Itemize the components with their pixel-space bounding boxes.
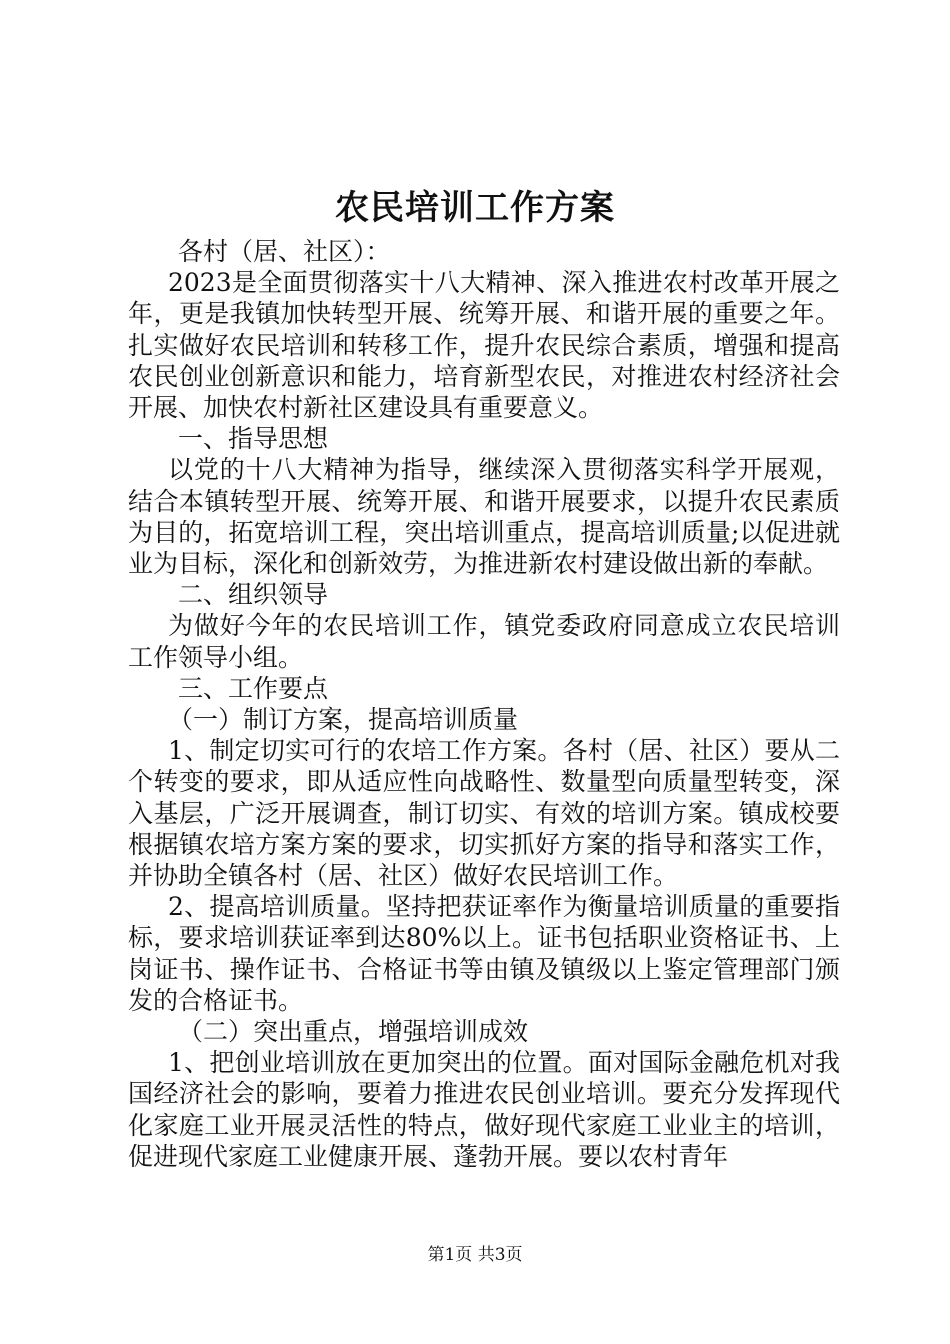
body-paragraph: 为做好今年的农民培训工作，镇党委政府同意成立农民培训工作领导小组。 <box>128 611 840 672</box>
body-paragraph: 1、把创业培训放在更加突出的位置。面对国际金融危机对我国经济社会的影响，要着力推进农民创业培训。要充分发挥现代化家庭工业开展灵活性的特点，做好现代家庭工业业主的培训，促进现代家庭工业健康开展、蓬勃开展。要以农村青年 <box>128 1048 840 1171</box>
page-number-footer: 第1页 共3页 <box>427 1245 523 1265</box>
salutation: 各村（居、社区）： <box>178 237 391 266</box>
document-body <box>128 236 840 1172</box>
section-heading: 三、工作要点 <box>178 673 329 703</box>
section-heading: 一、指导思想 <box>178 424 329 454</box>
subsection-heading: （一）制订方案，提高培训质量 <box>168 705 519 735</box>
body-paragraph: 2、提高培训质量。坚持把获证率作为衡量培训质量的重要指标，要求培训获证率到达80%以上。证书包括职业资格证书、上岗证书、操作证书、合格证书等由镇及镇级以上鉴定管理部门颁发的合格证书。 <box>128 892 840 1015</box>
subsection-heading: （二）突出重点，增强培训成效 <box>178 1017 529 1047</box>
intro-paragraph: 2023是全面贯彻落实十八大精神、深入推进农村改革开展之年，更是我镇加快转型开展、统筹开展、和谐开展的重要之年。扎实做好农民培训和转移工作，提升农民综合素质，增强和提高农民创业创新意识和能力，培育新型农民，对推进农村经济社会开展、加快农村新社区建设具有重要意义。 <box>128 268 840 423</box>
body-paragraph: 以党的十八大精神为指导，继续深入贯彻落实科学开展观，结合本镇转型开展、统筹开展、和谐开展要求，以提升农民素质为目的，拓宽培训工程，突出培训重点，提高培训质量;以促进就业为目标，深化和创新效劳，为推进新农村建设做出新的奉献。 <box>128 455 840 579</box>
body-paragraph: 1、制定切实可行的农培工作方案。各村（居、社区）要从二个转变的要求，即从适应性向战略性、数量型向质量型转变，深入基层，广泛开展调查，制订切实、有效的培训方案。镇成校要根据镇农培方案方案的要求，切实抓好方案的指导和落实工作，并协助全镇各村（居、社区）做好农民培训工作。 <box>128 736 840 891</box>
section-heading: 二、组织领导 <box>178 580 329 610</box>
document-title: 农民培训工作方案 <box>335 188 615 228</box>
